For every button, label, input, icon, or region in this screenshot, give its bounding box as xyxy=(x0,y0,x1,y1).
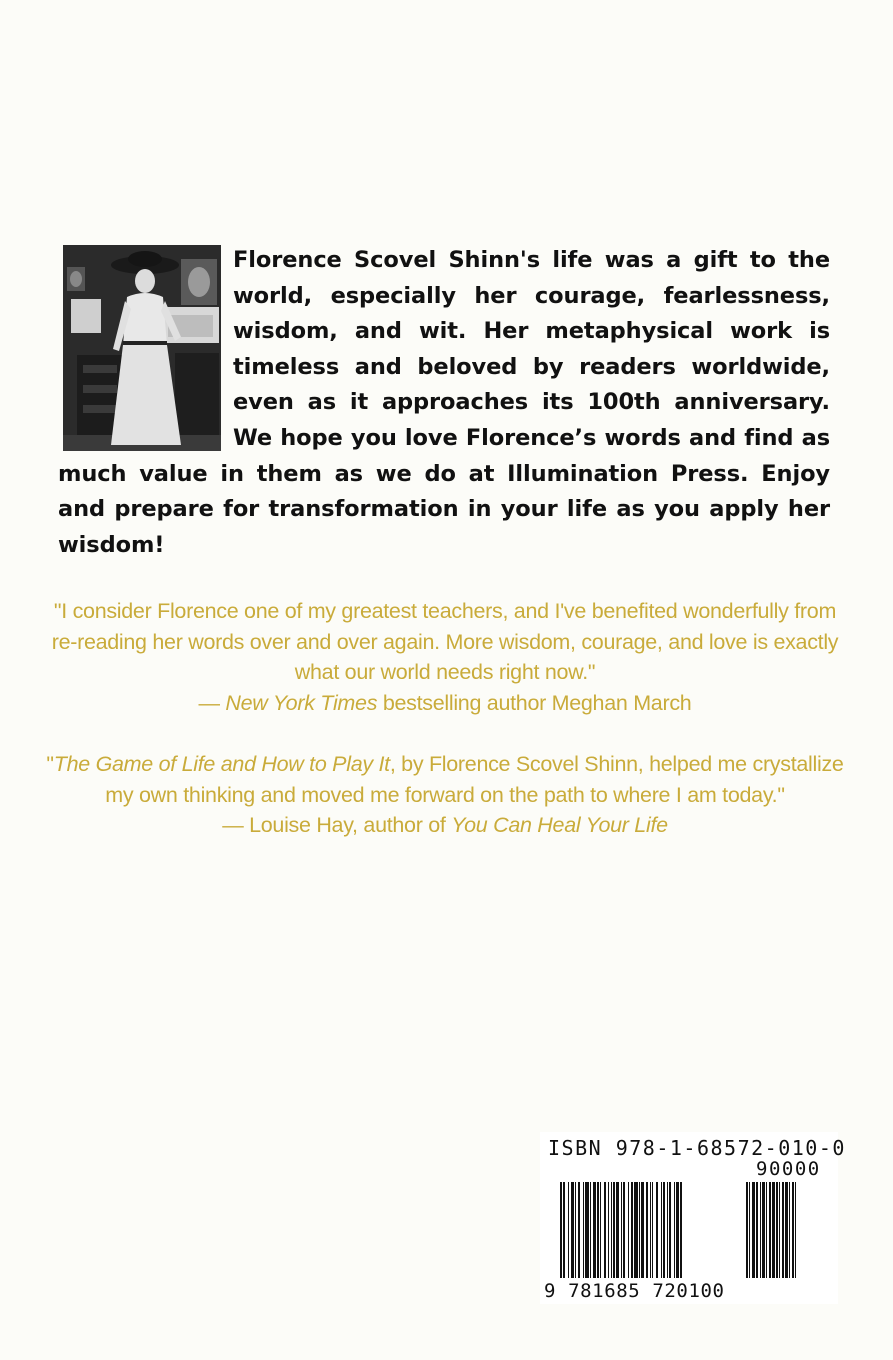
quote-text: "I consider Florence one of my greatest teachers, and I've benefited wonderfully from re-reading her words over and over again. More wisdom, courage, and love is exactly what our world needs right now." xyxy=(51,599,839,684)
testimonial-quote-2 xyxy=(40,749,850,841)
barcode-bars xyxy=(560,1182,740,1282)
testimonial-quote-1 xyxy=(40,596,850,718)
isbn-barcode xyxy=(540,1132,846,1304)
open-quote-mark: " xyxy=(46,752,54,776)
attribution-prefix: — xyxy=(198,690,226,715)
quoted-book-title: The Game of Life and How to Play It xyxy=(53,752,390,776)
attribution-author: — Louise Hay, author of xyxy=(222,813,452,837)
quote-attribution xyxy=(40,688,850,719)
attribution-book-title: You Can Heal Your Life xyxy=(451,813,668,837)
price-addon-bars xyxy=(746,1182,832,1278)
isbn-label: ISBN 978-1-68572-010-0 xyxy=(548,1136,846,1160)
blurb-text: Florence Scovel Shinn's life was a gift to the world, especially her courage, fearlessness, wisdom, and wit. Her metaphysical work is timeless and beloved by readers worldwide, even as it approaches its 100th anniversary. We hope you love Florence’s words and find as much value in them as we do at Illumination Press. Enjoy and prepare for transformation in your life as you apply her wisdom! xyxy=(58,247,830,558)
quote-text: , by Florence Scovel Shinn, helped me crystallize my own thinking and moved me forward on the path to where I am today." xyxy=(105,752,844,807)
price-code: 90000 xyxy=(756,1158,821,1180)
author-photo xyxy=(63,245,221,451)
attribution-publication: New York Times xyxy=(225,690,378,715)
quote-attribution xyxy=(40,810,850,841)
author-blurb xyxy=(58,243,830,563)
barcode-digits: 9 781685 720100 xyxy=(544,1280,725,1302)
attribution-author: bestselling author Meghan March xyxy=(377,690,692,715)
